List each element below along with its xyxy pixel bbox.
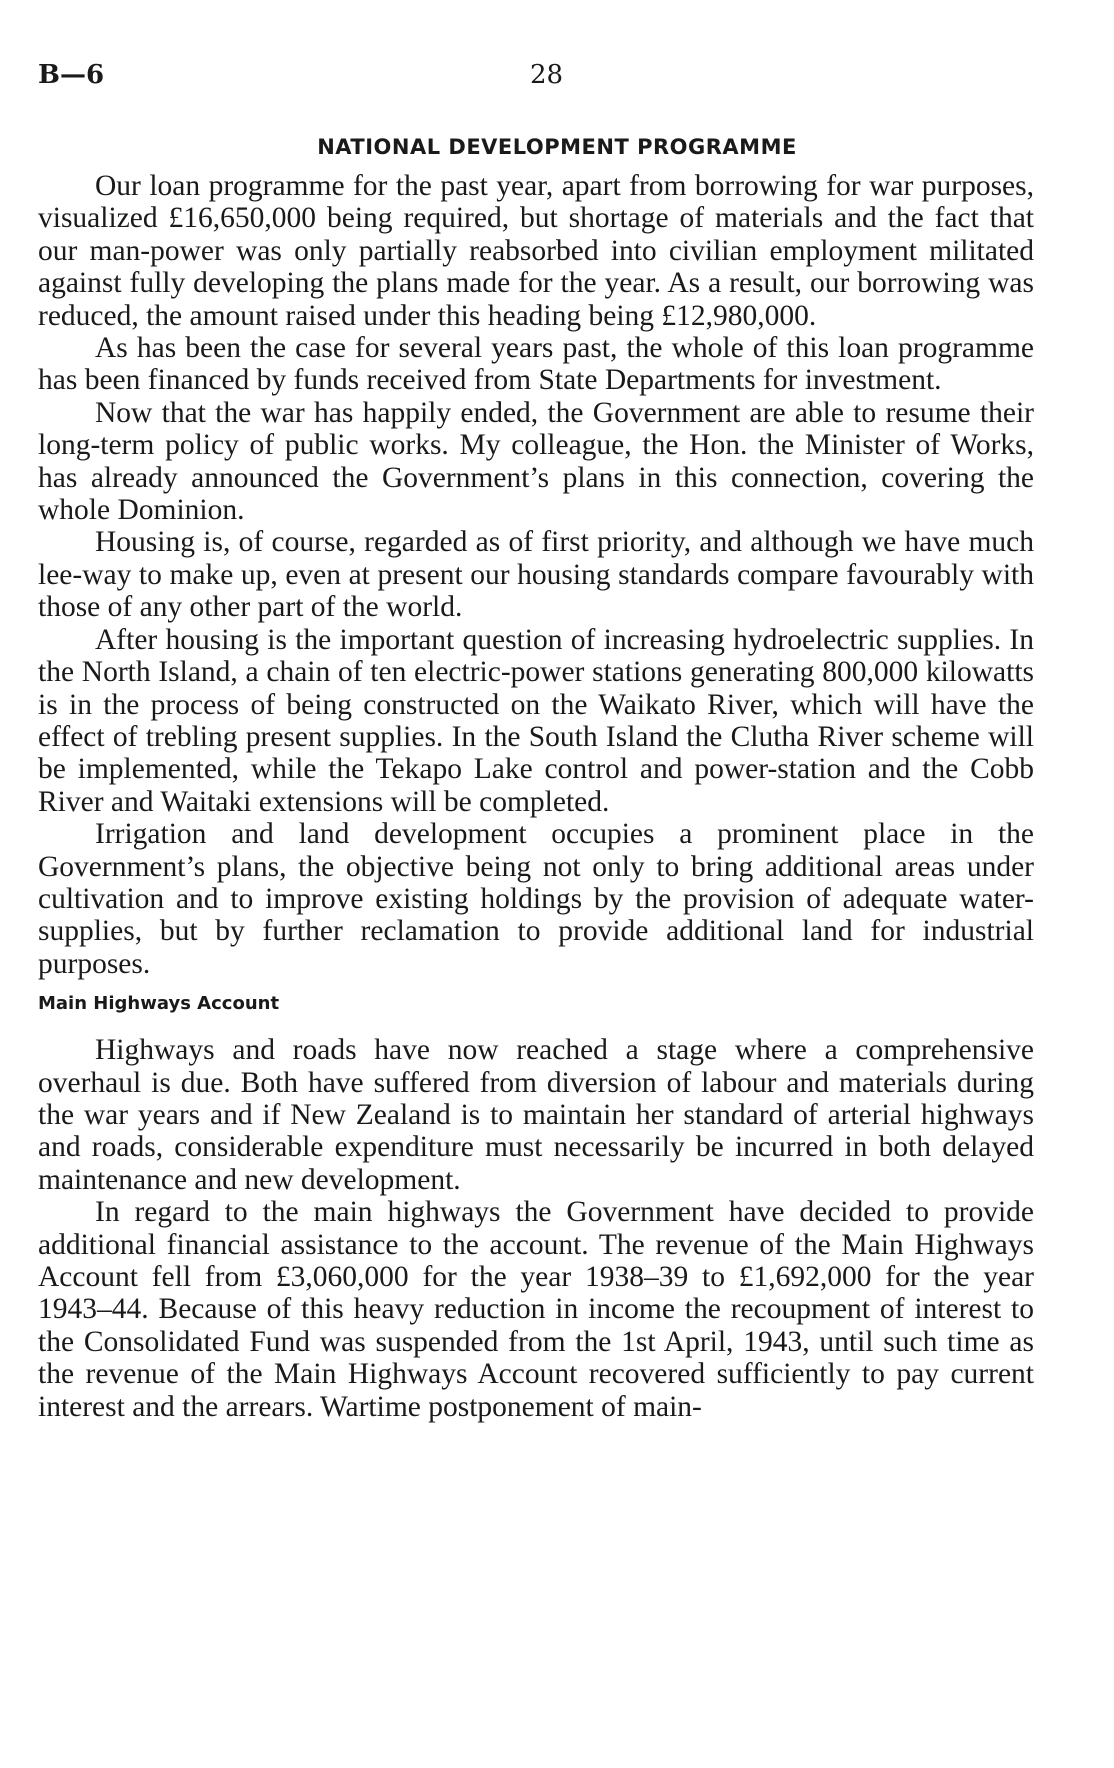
body-text [38, 170, 1034, 1423]
paragraph: In regard to the main highways the Government have decided to provide additional financial assistance to the account. The revenue of the Main Highways Account fell from £3,060,000 for the year 1938–39 to £1,692,000 for the year 1943–44. Because of this heavy reduction in income the recoupment of interest to the Consolidated Fund was suspended from the 1st April, 1943, until such time as the revenue of the Main Highways Account recovered sufficiently to pay current interest and the arrears. Wartime postponement of main- [38, 1196, 1034, 1423]
paragraph: Now that the war has happily ended, the Government are able to resume their long-term policy of public works. My colleague, the Hon. the Minister of Works, has already announced the Government’s plans in this connection, covering the whole Dominion. [38, 396, 1034, 527]
paragraph: Housing is, of course, regarded as of first priority, and although we have much lee-way to make up, even at present our housing standards compare favourably with those of any other part of the world. [38, 526, 1034, 624]
paragraph: Irrigation and land development occupies a prominent place in the Government’s plans, the objective being not only to bring additional areas under cultivation and to improve existing holdings by the provision of adequate water-supplies, but by further reclamation to provide additional land for industrial purposes. [38, 818, 1034, 980]
document-reference: B—6 [38, 60, 105, 90]
paragraph: Highways and roads have now reached a stage where a comprehensive overhaul is due. Both have suffered from diversion of labour and materials during the war years and if New Zealand is to maintain her standard of arterial highways and roads, considerable expenditure must necessarily be incurred in both delayed maintenance and new development. [38, 1034, 1034, 1196]
paragraph: Our loan programme for the past year, apart from borrowing for war purposes, visualized £16,650,000 being required, but shortage of materials and the fact that our man-power was only partially reabsorbed into civilian employment militated against fully developing the plans made for the year. As a result, our borrowing was reduced, the amount raised under this heading being £12,980,000. [38, 170, 1034, 332]
paragraph: As has been the case for several years past, the whole of this loan programme has been financed by funds received from State Departments for investment. [38, 332, 1034, 397]
paragraph: After housing is the important question of increasing hydroelectric supplies. In the North Island, a chain of ten electric-power stations generating 800,000 kilowatts is in the process of being constructed on the Waikato River, which will have the effect of trebling present supplies. In the South Island the Clutha River scheme will be implemented, while the Tekapo Lake control and power-station and the Cobb River and Waitaki extensions will be completed. [38, 623, 1034, 818]
subsection-heading: Main Highways Account [38, 993, 280, 1015]
page-number: 28 [530, 60, 564, 90]
section-heading: NATIONAL DEVELOPMENT PROGRAMME [317, 135, 797, 159]
